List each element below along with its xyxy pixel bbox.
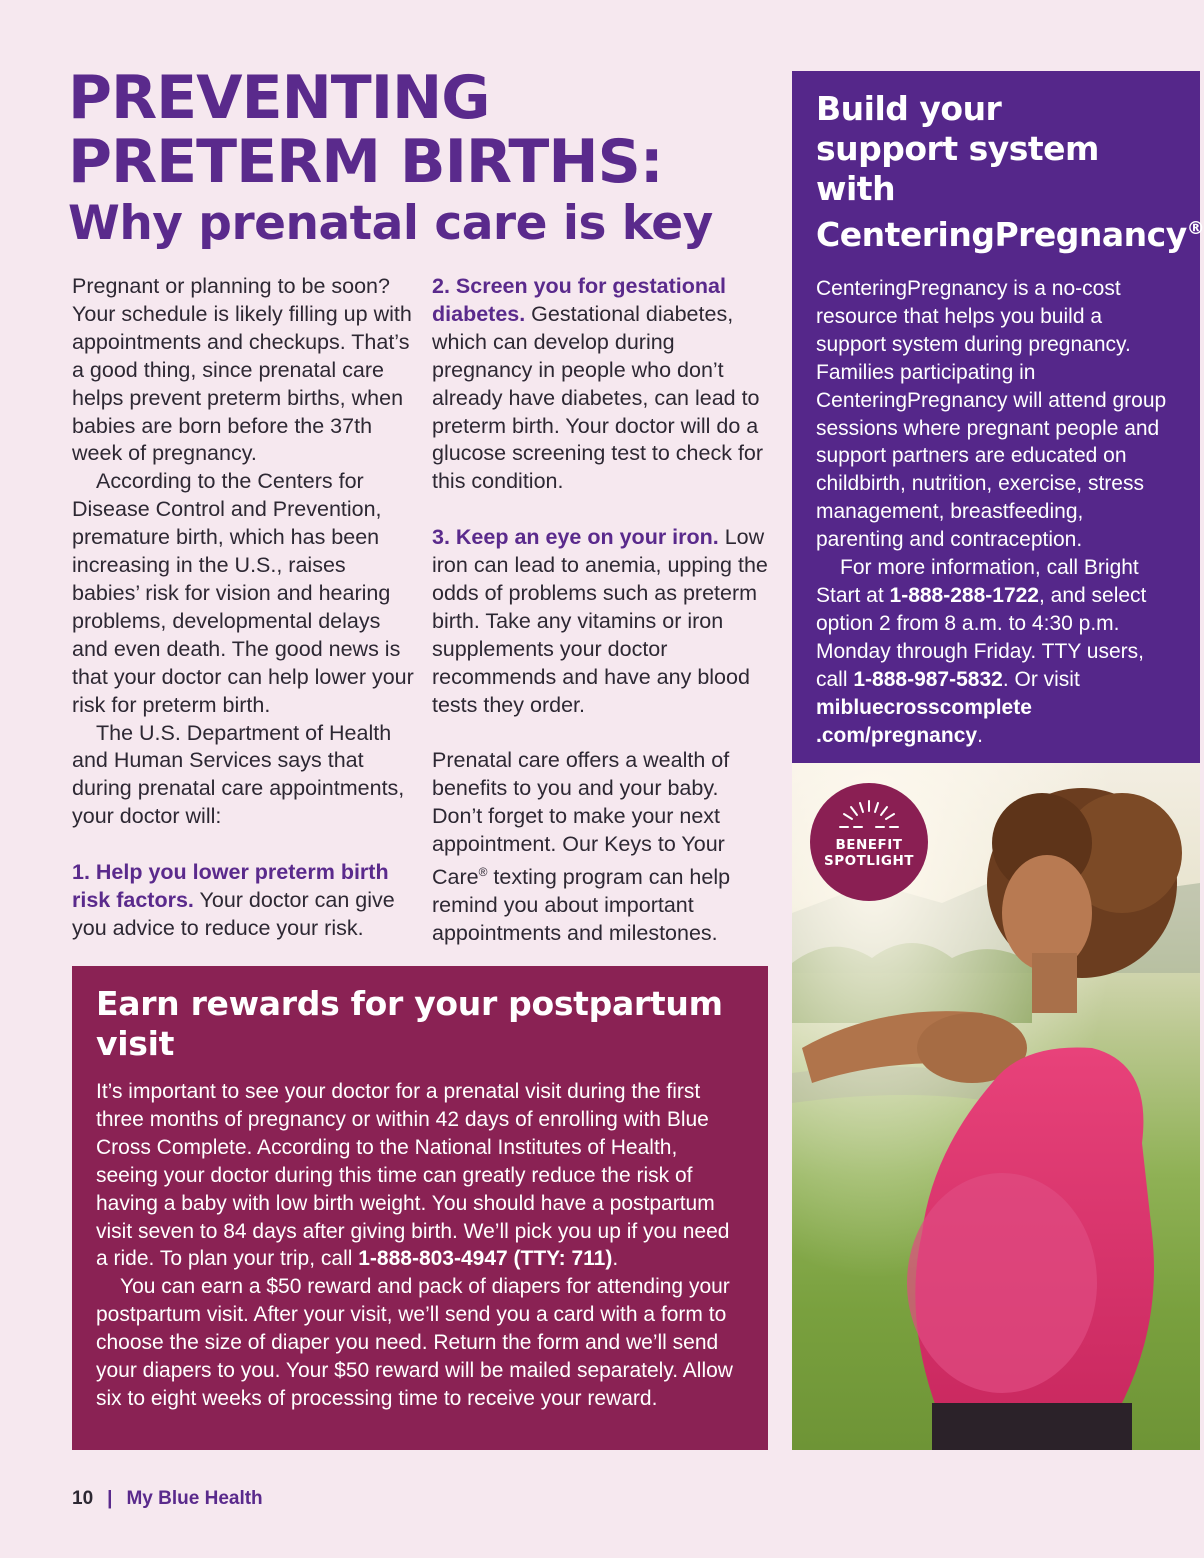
rewards-paragraph-1: [96, 1078, 744, 1273]
sidebar-title-line-3: [816, 209, 1204, 255]
sunburst-icon: [810, 797, 928, 833]
badge-label-line-2: SPOTLIGHT: [823, 853, 914, 869]
publication-name: My Blue Health: [126, 1488, 263, 1509]
rewards-paragraph-2: You can earn a $50 reward and pack of diapers for attending your postpartum visit. After your visit, we’ll send you a card with a form to choose the size of diaper you need. Return the form and we’ll send your diapers to you. Your $50 reward will be mailed separately. Allow six to eight weeks of processing time to receive your reward.: [96, 1275, 733, 1410]
registered-mark: ®: [478, 865, 488, 879]
footer-separator: |: [107, 1488, 113, 1509]
postpartum-rewards-box: [72, 966, 768, 1450]
badge-label-line-1: BENEFIT: [835, 837, 903, 853]
intro-paragraph: Pregnant or planning to be soon? Your schedule is likely filling up with appointments and checkups. That’s a good thing, since prenatal care helps prevent preterm births, when babies are born before the 37th week of pregnancy.: [72, 274, 412, 466]
article-column-2: [432, 273, 772, 948]
list-item-3-text: Low iron can lead to anemia, upping the odds of problems such as preterm birth. Take any vitamins or iron supplements your doctor recommends and have any blood tests they order.: [432, 525, 768, 717]
list-item-3: [432, 524, 772, 719]
closing-paragraph: [432, 747, 772, 948]
headline-line-2: PRETERM BIRTHS:: [68, 127, 663, 197]
list-item-1: [72, 859, 417, 943]
list-item-2-lead: 2. Screen you for gestational diabetes.: [432, 274, 726, 326]
list-item-3-lead: 3. Keep an eye on your iron.: [432, 525, 719, 550]
sidebar-body: [816, 275, 1176, 749]
sidebar-registered-mark: ®: [1186, 218, 1204, 239]
list-item-2: [432, 273, 772, 496]
tty-phone[interactable]: 1-888-987-5832: [853, 667, 1003, 691]
pregnancy-url-part-2[interactable]: .com/pregnancy: [816, 723, 978, 747]
sidebar-hours-text: , and select option 2 from 8 a.m. to 4:30 p.m. Monday through Friday. TTY users, call: [816, 583, 1147, 691]
list-item-1-lead: 1. Help you lower preterm birth risk factors.: [72, 860, 389, 912]
badge-label: [810, 837, 928, 869]
list-item-1-text: Your doctor can give you advice to reduce your risk.: [72, 887, 395, 940]
hhs-paragraph: The U.S. Department of Health and Human Services says that during prenatal care appointments, your doctor will:: [72, 720, 405, 829]
closing-text-b: texting program can help remind you about important appointments and milestones.: [432, 865, 731, 945]
closing-text-a: Prenatal care offers a wealth of benefits to you and your baby. Don’t forget to make your next appointment. Our Keys to Your Care: [432, 748, 730, 890]
sidebar-title-brand: CenteringPregnancy: [816, 215, 1187, 254]
rewards-title: Earn rewards for your postpartum visit: [96, 984, 723, 1063]
page-number: 10: [72, 1488, 94, 1509]
sidebar-paragraph-2: [816, 554, 1176, 749]
sidebar-title-line-1: Build your: [816, 89, 1002, 128]
sidebar-title: [816, 89, 1204, 255]
centering-pregnancy-sidebar: [792, 71, 1204, 763]
list-item-2-text: Gestational diabetes, which can develop during pregnancy in people who don’t already have diabetes, can lead to preterm birth. Your doctor will do a glucose screening test to check for this condition.: [432, 301, 764, 494]
ride-phone[interactable]: 1-888-803-4947 (TTY: 711): [358, 1247, 613, 1271]
rewards-paragraph-1-text: It’s important to see your doctor for a prenatal visit during the first three months of pregnancy or within 42 days of enrolling with Blue Cross Complete. According to the National Institutes of Health, seeing your doctor during this time can greatly reduce the risk of having a baby with low birth weight. You should have a postpartum visit seven to 84 days after giving birth. We’ll pick you up if you need a ride. To plan your trip, call: [96, 1080, 730, 1271]
headline-line-1: PREVENTING: [68, 63, 490, 133]
rewards-body: [96, 1078, 744, 1413]
bright-start-phone[interactable]: 1-888-288-1722: [889, 583, 1039, 607]
sidebar-visit-text: . Or visit: [1002, 667, 1080, 691]
sidebar-contact-text: For more information, call Bright Start at: [816, 556, 1139, 607]
benefit-spotlight-badge: [810, 783, 928, 901]
sidebar-period: .: [977, 723, 983, 747]
article-header: [68, 63, 768, 252]
sidebar-paragraph-1: CenteringPregnancy is a no-cost resource that helps you build a support system during pregnancy. Families participating in CenteringPregnancy will attend group sessions where pregnant people and support partners are educated on childbirth, nutrition, exercise, stress management, breastfeeding, parenting and contraception.: [816, 277, 1167, 552]
pregnancy-url-part-1[interactable]: mibluecrosscomplete: [816, 695, 1032, 719]
article-column-1: [72, 273, 417, 943]
cdc-paragraph: According to the Centers for Disease Control and Prevention, premature birth, which has been increasing in the U.S., raises babies’ risk for vision and hearing problems, developmental delays and even death. The good news is that your doctor can help lower your risk for preterm birth.: [72, 469, 414, 717]
page-footer: [72, 1486, 263, 1512]
sidebar-title-line-2: support system with: [816, 129, 1099, 208]
pregnancy-url[interactable]: [816, 696, 1032, 747]
rewards-period: .: [612, 1247, 619, 1271]
headline-subtitle: Why prenatal care is key: [68, 196, 713, 251]
